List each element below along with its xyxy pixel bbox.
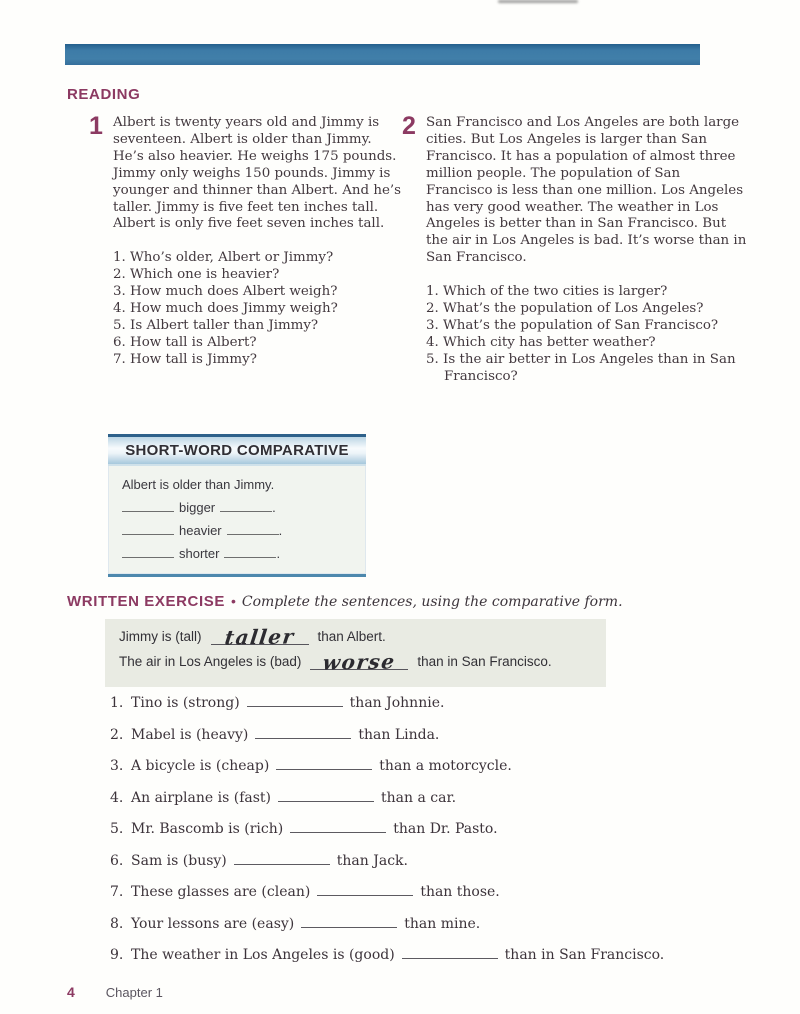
exercise-instructions: Complete the sentences, using the comparative form. — [241, 594, 623, 610]
handwritten-answer: taller — [223, 624, 296, 650]
comparative-example-sentence: Albert is older than Jimmy. — [122, 477, 275, 492]
passage-questions — [90, 250, 403, 368]
exercise-after: than Dr. Pasto. — [393, 821, 498, 837]
fill-in-blank — [276, 757, 372, 770]
question: 5. Is the air better in Los Angeles than in San Francisco? — [426, 351, 736, 384]
fill-in-blank — [317, 883, 413, 896]
question: 7. How tall is Jimmy? — [113, 351, 257, 367]
reading-heading: READING — [67, 86, 141, 103]
exercise-number: 1. — [110, 695, 124, 711]
question: 5. Is Albert taller than Jimmy? — [113, 317, 319, 333]
exercise-item — [110, 820, 760, 852]
exercise-after: than in San Francisco. — [504, 947, 665, 963]
page-footer — [67, 984, 163, 1000]
fill-in-blank — [290, 820, 386, 833]
example-after: than Albert. — [317, 629, 386, 644]
question: 1. Which of the two cities is larger? — [426, 284, 668, 300]
passage-block — [89, 112, 403, 233]
passage-number: 2 — [402, 112, 416, 140]
exercise-number: 5. — [110, 821, 124, 837]
question: 2. Which one is heavier? — [113, 267, 280, 283]
exercise-number: 8. — [110, 915, 124, 932]
question: 3. What’s the population of San Francisco? — [426, 317, 719, 333]
answer-blank — [211, 624, 309, 650]
passage-text: San Francisco and Los Angeles are both large cities. But Los Angeles is larger than San Francisco. It has a population of almost three million people. The population of San Francisco is less than one million. Los Angeles has very good weather. The weather in Los Angeles is better than in San Francisco. But the air in Los Angeles is bad. It’s worse than in San Francisco. — [426, 115, 747, 266]
chapter-header-bar — [65, 44, 700, 65]
example-before: Jimmy is (tall) — [119, 629, 202, 644]
page-number: 4 — [67, 984, 75, 1000]
comparative-box-title: SHORT-WORD COMPARATIVE — [108, 437, 366, 466]
answer-blank — [310, 649, 408, 675]
chapter-label: Chapter 1 — [105, 985, 163, 1000]
fill-in-blank — [255, 726, 351, 739]
exercise-before: The weather in Los Angeles is (good) — [131, 947, 395, 963]
exercise-example-box — [105, 619, 606, 687]
exercise-after: than Johnnie. — [349, 695, 445, 711]
fill-in-blank — [234, 852, 330, 865]
fill-in-blank — [402, 946, 498, 959]
exercise-before: An airplane is (fast) — [131, 789, 272, 806]
written-exercise-heading-line — [67, 593, 623, 611]
written-exercise-heading: WRITTEN EXERCISE — [67, 593, 225, 610]
row-period: . — [278, 523, 283, 538]
comparative-row — [122, 545, 352, 561]
row-period: . — [272, 500, 276, 515]
example-after: than in San Francisco. — [417, 654, 552, 669]
question: 4. How much does Jimmy weigh? — [113, 301, 338, 317]
fill-in-blank — [301, 915, 397, 928]
example-sentence — [119, 649, 592, 677]
exercise-before: Your lessons are (easy) — [131, 915, 295, 932]
row-period: . — [276, 546, 281, 561]
passage-text: Albert is twenty years old and Jimmy is seventeen. Albert is older than Jimmy. He’s also heavier. He weighs 175 pounds. Jimmy only weighs 150 pounds. Jimmy is younger and thinner than Albert. And he’s taller. Jimmy is five feet ten inches tall. Albert is only five feet seven inches tall. — [113, 115, 401, 232]
example-before: The air in Los Angeles is (bad) — [119, 654, 302, 669]
fill-in-blank — [278, 789, 374, 802]
question: 3. How much does Albert weigh? — [113, 284, 338, 300]
exercise-number: 7. — [110, 884, 124, 900]
exercise-after: than those. — [420, 884, 500, 900]
exercise-item — [110, 789, 760, 821]
passage-questions — [403, 284, 750, 385]
comparative-row — [122, 522, 352, 538]
exercise-item — [110, 915, 760, 947]
exercise-before: Mr. Bascomb is (rich) — [131, 821, 284, 837]
exercise-before: These glasses are (clean) — [131, 884, 311, 900]
exercise-after: than Linda. — [358, 726, 440, 743]
reading-passage-2 — [402, 112, 750, 386]
exercise-number: 6. — [110, 852, 124, 869]
reading-passage-1 — [89, 112, 403, 386]
exercise-item — [110, 852, 760, 884]
example-sentence — [119, 624, 592, 652]
bullet-separator: • — [230, 593, 236, 609]
exercise-number: 3. — [110, 758, 124, 774]
exercise-item — [110, 694, 760, 726]
comparative-row — [122, 499, 352, 515]
exercise-before: Sam is (busy) — [131, 852, 227, 869]
exercise-before: A bicycle is (cheap) — [131, 758, 270, 774]
reading-section — [89, 112, 750, 386]
comparative-word: shorter — [179, 546, 220, 561]
exercise-after: than a motorcycle. — [379, 758, 512, 774]
fill-in-blank — [224, 545, 276, 558]
question: 6. How tall is Albert? — [113, 334, 257, 350]
scan-artifact — [498, 0, 578, 3]
exercise-item — [110, 726, 760, 758]
passage-block — [402, 112, 750, 267]
question: 2. What’s the population of Los Angeles? — [426, 301, 704, 317]
exercise-number: 4. — [110, 789, 124, 806]
fill-in-blank — [122, 522, 174, 535]
exercise-before: Tino is (strong) — [131, 695, 240, 711]
fill-in-blank — [247, 694, 343, 707]
exercise-list — [110, 694, 760, 978]
comparative-word: bigger — [179, 500, 216, 515]
comparative-box-body — [108, 466, 366, 574]
exercise-before: Mabel is (heavy) — [131, 726, 249, 743]
exercise-after: than a car. — [381, 789, 457, 806]
question: 1. Who’s older, Albert or Jimmy? — [113, 250, 334, 266]
fill-in-blank — [122, 499, 174, 512]
short-word-comparative-box — [108, 434, 366, 577]
exercise-item — [110, 946, 760, 978]
question: 4. Which city has better weather? — [426, 334, 656, 350]
exercise-item — [110, 883, 760, 915]
comparative-word: heavier — [179, 523, 222, 538]
exercise-after: than mine. — [404, 915, 481, 932]
exercise-after: than Jack. — [336, 852, 408, 869]
fill-in-blank — [122, 545, 174, 558]
fill-in-blank — [227, 522, 279, 535]
passage-number: 1 — [89, 112, 103, 140]
exercise-item — [110, 757, 760, 789]
exercise-number: 9. — [110, 947, 124, 963]
fill-in-blank — [220, 499, 272, 512]
handwritten-answer: worse — [321, 649, 398, 675]
exercise-number: 2. — [110, 726, 124, 743]
